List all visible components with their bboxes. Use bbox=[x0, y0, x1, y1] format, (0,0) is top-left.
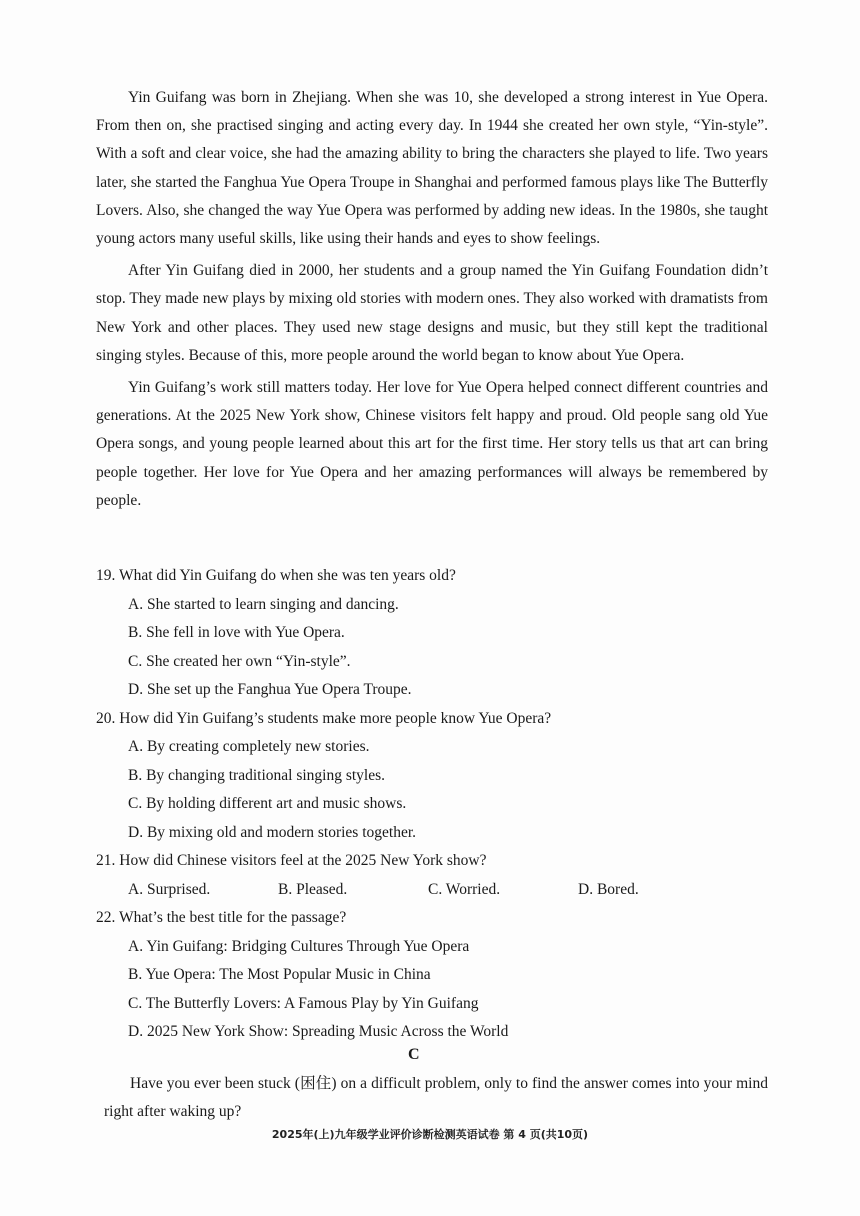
passage-paragraph-3: Yin Guifang’s work still matters today. Her love for Yue Opera helped connect different countries and generations. At the 2025 New York show, Chinese visitors felt happy and proud. Old people sang old Yue Opera songs, and young people learned about this art for the first time. Her story tells us that art can bring people together. Her love for Yue Opera and her amazing performances will always be remembered by people. bbox=[96, 379, 768, 509]
passage-paragraph-1: Yin Guifang was born in Zhejiang. When she was 10, she developed a strong interest in Yue Opera. From then on, she practised singing and acting every day. In 1944 she created her own style, “Yin-style”. With a soft and clear voice, she had the amazing ability to bring the characters she played to life. Two years later, she started the Fanghua Yue Opera Troupe in Shanghai and performed famous plays like The Butterfly Lovers. Also, she changed the way Yue Opera was performed by adding new ideas. In the 1980s, she taught young actors many useful skills, like using their hands and eyes to show feelings. bbox=[96, 89, 768, 248]
option-a: A. Surprised. bbox=[128, 880, 211, 898]
option-d: D. By mixing old and modern stories together. bbox=[128, 823, 417, 841]
option-list bbox=[96, 591, 776, 705]
question-stem: 22. What’s the best title for the passage? bbox=[96, 909, 347, 926]
option-b: B. Pleased. bbox=[278, 880, 348, 898]
option-c: C. The Butterfly Lovers: A Famous Play by Yin Guifang bbox=[128, 994, 479, 1012]
option-d: D. She set up the Fanghua Yue Opera Troupe. bbox=[128, 681, 412, 698]
question-19 bbox=[96, 562, 776, 705]
option-d: D. Bored. bbox=[578, 880, 639, 898]
page-footer: 2025年(上)九年级学业评价诊断检测英语试卷 第 4 页(共10页) bbox=[271, 1128, 589, 1141]
passage-paragraph-2: After Yin Guifang died in 2000, her students and a group named the Yin Guifang Foundation didn’t stop. They made new plays by mixing old stories with modern ones. They also worked with dramatists from New York and other places. They used new stage designs and music, but they still kept the traditional singing styles. Because of this, more people around the world began to know about Yue Opera. bbox=[96, 262, 768, 364]
reading-passage bbox=[96, 84, 768, 519]
option-b: B. Yue Opera: The Most Popular Music in China bbox=[128, 966, 431, 983]
question-22 bbox=[96, 904, 776, 1047]
option-a: A. She started to learn singing and dancing. bbox=[128, 595, 399, 613]
option-c: C. She created her own “Yin-style”. bbox=[128, 652, 351, 670]
option-b: B. She fell in love with Yue Opera. bbox=[128, 624, 345, 641]
question-stem: 19. What did Yin Guifang do when she was ten years old? bbox=[96, 567, 456, 584]
option-d: D. 2025 New York Show: Spreading Music Across the World bbox=[128, 1023, 509, 1040]
question-stem: 20. How did Yin Guifang’s students make more people know Yue Opera? bbox=[96, 709, 552, 727]
option-c: C. By holding different art and music shows. bbox=[128, 795, 407, 812]
question-list bbox=[96, 562, 776, 1047]
option-b: B. By changing traditional singing styles. bbox=[128, 766, 386, 784]
option-list bbox=[96, 733, 776, 847]
option-a: A. Yin Guifang: Bridging Cultures Through Yue Opera bbox=[128, 937, 470, 955]
option-a: A. By creating completely new stories. bbox=[128, 738, 370, 755]
question-20 bbox=[96, 705, 776, 848]
question-21 bbox=[96, 847, 776, 904]
option-list bbox=[96, 933, 776, 1047]
section-c-intro: Have you ever been stuck (困住) on a difficult problem, only to find the answer comes into your mind right after waking up? bbox=[104, 1075, 768, 1121]
section-c-label: C bbox=[408, 1046, 420, 1063]
question-stem: 21. How did Chinese visitors feel at the 2025 New York show? bbox=[96, 852, 487, 869]
option-row bbox=[96, 876, 776, 905]
option-c: C. Worried. bbox=[428, 880, 501, 898]
